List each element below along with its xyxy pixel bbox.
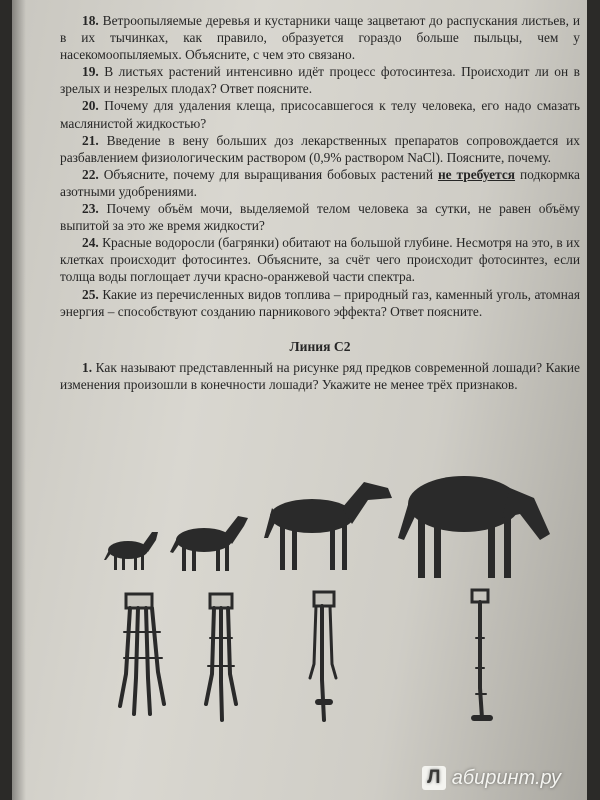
- eohippus-silhouette: [104, 532, 158, 570]
- c2-question-1: 1. Как называют представленный на рисунке ряд предков современной лошади? Какие изменения произошли в конечности лошади? Укажите не менее трёх признаков.: [60, 359, 580, 392]
- modern-horse-silhouette: [398, 476, 550, 578]
- labirint-watermark: [422, 766, 561, 790]
- reduced-toe-limb: [310, 592, 336, 720]
- question-21: 21. Введение в вену больших доз лекарственных препаратов сопровождается их разбавлением физиологическим раствором (0,9% раствором NaCl). Поясните, почему.: [60, 132, 580, 165]
- textbook-page: [12, 0, 587, 800]
- questions-block: [60, 12, 580, 393]
- mesohippus-silhouette: [170, 516, 248, 571]
- merychippus-silhouette: [264, 482, 392, 570]
- three-toed-limb: [206, 594, 236, 720]
- question-19: 19. В листьях растений интенсивно идёт процесс фотосинтеза. Происходит ли он в зрелых и незрелых плодах? Ответ поясните.: [60, 64, 580, 97]
- question-20: 20. Почему для удаления клеща, присосавшегося к телу человека, его надо смазать маслянистой жидкостью?: [60, 98, 580, 131]
- question-18: 18. Ветроопыляемые деревья и кустарники чаще зацветают до распускания листьев, и в их тычинках, как правило, образуется гораздо больше пыльцы, чем у насекомоопыляемых. Объясните, с чем это связано.: [60, 13, 580, 63]
- four-toed-limb: [120, 594, 164, 714]
- emphasis-not-required: не требуется: [437, 166, 516, 182]
- labirint-logo-icon: Л: [422, 766, 446, 790]
- watermark-text: абиринт.ру: [451, 766, 561, 789]
- section-title: Линия С2: [289, 338, 351, 354]
- horse-evolution-figure: [92, 468, 572, 738]
- question-23: 23. Почему объём мочи, выделяемой телом человека за сутки, не равен объёму выпитой за это же время жидкости?: [60, 201, 580, 234]
- single-toed-limb: [472, 590, 490, 718]
- question-25: 25. Какие из перечисленных видов топлива – природный газ, каменный уголь, атомная энергия – способствуют созданию парникового эффекта? Ответ поясните.: [60, 286, 580, 319]
- question-22: 22. Объясните, почему для выращивания бобовых растений не требуется подкормка азотными удобрениями.: [60, 166, 580, 199]
- page-fold-shadow: [12, 0, 26, 800]
- question-24: 24. Красные водоросли (багрянки) обитают на большой глубине. Несмотря на это, в их клетках происходит фотосинтез. Объясните, за счёт чего происходит фотосинтез, если толща воды поглощает лучи красно-оранжевой части спектра.: [60, 235, 580, 285]
